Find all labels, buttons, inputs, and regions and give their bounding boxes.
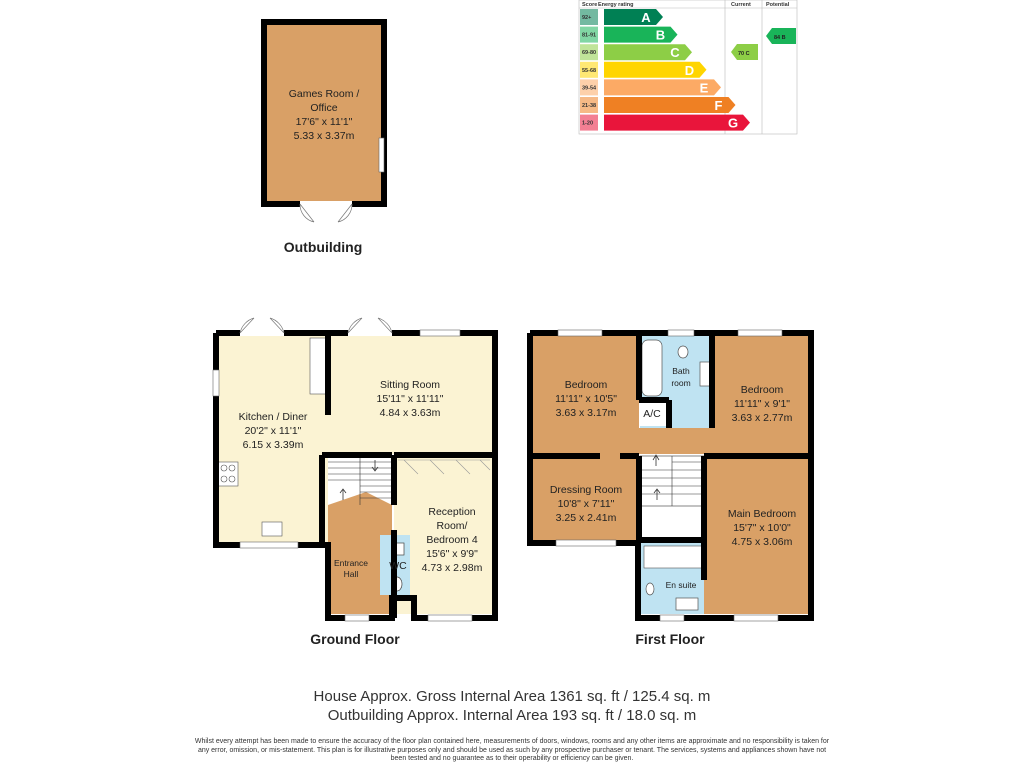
ensuite-label: En suite bbox=[665, 580, 697, 590]
reception-label-3: Bedroom 4 bbox=[426, 534, 478, 546]
epc-rating-header: Energy rating bbox=[598, 2, 634, 8]
bedroom-2-dims-imperial: 11'11" x 9'1" bbox=[733, 398, 791, 410]
epc-letter-g: G bbox=[727, 115, 739, 131]
games-room-label: Games Room / bbox=[288, 88, 360, 100]
bathroom-label: Bath bbox=[672, 366, 690, 376]
epc-current-value: 70 C bbox=[738, 51, 750, 57]
epc-potential-header: Potential bbox=[766, 2, 790, 8]
epc-range-a: 92+ bbox=[582, 15, 592, 21]
reception-label-2: Room/ bbox=[436, 520, 468, 532]
epc-range-f: 21-38 bbox=[582, 103, 597, 109]
epc-letter-d: D bbox=[684, 62, 695, 78]
first-floor-title: First Floor bbox=[635, 631, 705, 647]
epc-band-a bbox=[604, 9, 663, 25]
sitting-room-label: Sitting Room bbox=[379, 379, 441, 391]
epc-range-d: 55-68 bbox=[582, 67, 597, 74]
first-floor-plan bbox=[530, 330, 811, 621]
ground-floor-title: Ground Floor bbox=[310, 631, 400, 647]
ac-label: A/C bbox=[643, 408, 661, 420]
outbuilding-area: Outbuilding Approx. Internal Area 193 sq. ft / 18.0 sq. m bbox=[327, 707, 697, 724]
main-bedroom-label: Main Bedroom bbox=[727, 508, 797, 520]
reception-dims-imperial: 15'6" x 9'9" bbox=[426, 548, 478, 560]
sitting-room-dims-metric: 4.84 x 3.63m bbox=[379, 407, 441, 419]
kitchen-dims-metric: 6.15 x 3.39m bbox=[242, 439, 304, 451]
bedroom-1-dims-imperial: 11'11" x 10'5" bbox=[555, 393, 617, 405]
epc-range-b: 81-91 bbox=[582, 32, 597, 39]
epc-letter-c: C bbox=[670, 45, 680, 61]
dressing-room-dims-metric: 3.25 x 2.41m bbox=[555, 512, 617, 524]
entrance-hall-label-2: Hall bbox=[343, 569, 359, 579]
bathroom-label-2: room bbox=[671, 378, 691, 388]
epc-range-c: 69-80 bbox=[582, 50, 597, 57]
epc-letter-a: A bbox=[641, 10, 651, 25]
entrance-hall-label: Entrance bbox=[333, 558, 369, 568]
epc-range-e: 39-54 bbox=[582, 85, 597, 92]
epc-chart bbox=[579, 0, 797, 134]
epc-letter-b: B bbox=[655, 27, 666, 43]
wc-label: WC bbox=[389, 560, 407, 572]
kitchen-dims-imperial: 20'2" x 11'1" bbox=[244, 425, 302, 437]
ground-floor-plan bbox=[213, 318, 495, 621]
epc-band-b bbox=[604, 27, 678, 43]
bedroom-2-dims-metric: 3.63 x 2.77m bbox=[731, 412, 793, 424]
epc-letter-e: E bbox=[699, 80, 709, 96]
house-area: House Approx. Gross Internal Area 1361 sq. ft / 125.4 sq. m bbox=[313, 688, 711, 705]
dressing-room-label: Dressing Room bbox=[549, 484, 623, 496]
reception-label: Reception bbox=[428, 506, 476, 518]
bedroom-1-dims-metric: 3.63 x 3.17m bbox=[555, 407, 617, 419]
epc-range-g: 1-20 bbox=[582, 120, 594, 127]
epc-score-header: Score bbox=[582, 2, 598, 8]
epc-current-header: Current bbox=[731, 2, 751, 8]
reception-dims-metric: 4.73 x 2.98m bbox=[421, 562, 483, 574]
epc-potential-value: 84 B bbox=[774, 35, 786, 41]
sitting-room-dims-imperial: 15'11" x 11'11" bbox=[376, 393, 444, 405]
outbuilding-title: Outbuilding bbox=[283, 239, 363, 255]
games-room-label-2: Office bbox=[310, 102, 338, 114]
main-bedroom-dims-imperial: 15'7" x 10'0" bbox=[733, 522, 791, 534]
bedroom-1-label: Bedroom bbox=[564, 379, 608, 391]
epc-letter-f: F bbox=[714, 98, 723, 113]
games-room-dims-metric: 5.33 x 3.37m bbox=[293, 130, 355, 142]
kitchen-label: Kitchen / Diner bbox=[238, 411, 308, 423]
games-room-dims-imperial: 17'6" x 11'1" bbox=[295, 116, 353, 128]
disclaimer: Whilst every attempt has been made to ensure the accuracy of the floor plan contained here, measurements of doors, windows, rooms and any other items are approximate and no responsibility is taken for any error, omission, or mis-statement. This plan is for illustrative purposes only and should be used as such by any prospective purchaser or tenant. The services, systems and appliances shown have not been tested and no guarantee as to their operability or efficiency can be given. bbox=[194, 738, 830, 763]
dressing-room-dims-imperial: 10'8" x 7'11" bbox=[557, 498, 615, 510]
outbuilding-plan bbox=[264, 22, 384, 222]
bedroom-2-label: Bedroom bbox=[740, 384, 784, 396]
main-bedroom-dims-metric: 4.75 x 3.06m bbox=[731, 536, 793, 548]
